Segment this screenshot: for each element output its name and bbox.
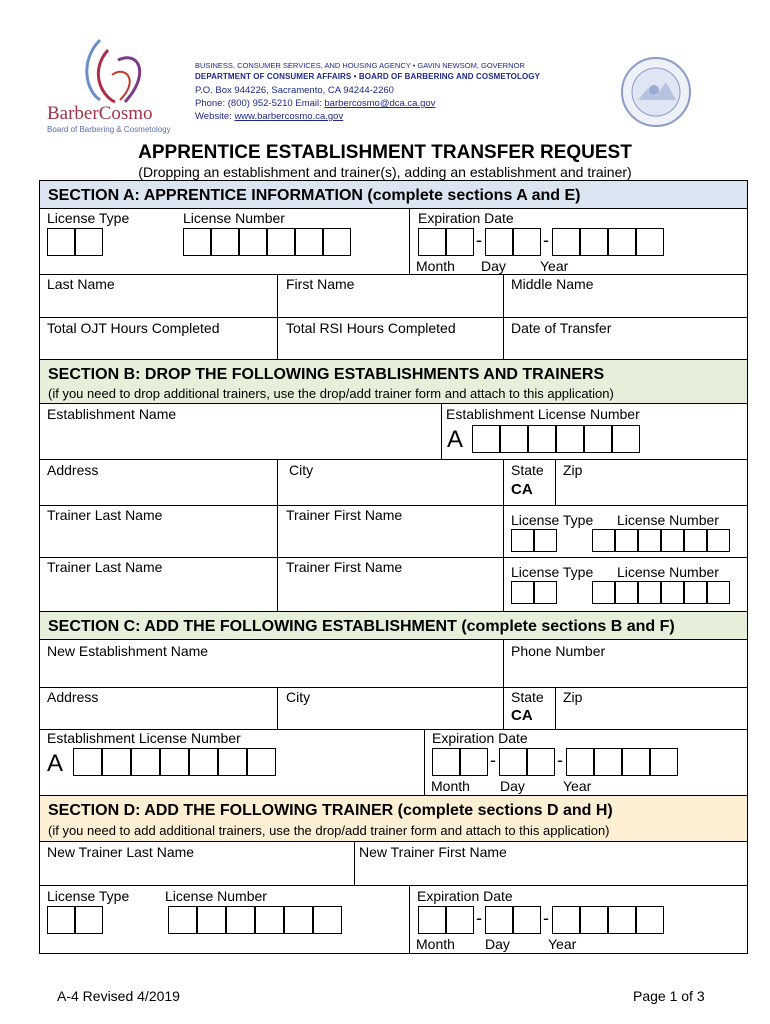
d-license-number-box[interactable] — [226, 906, 255, 934]
section-b-title: SECTION B: DROP THE FOLLOWING ESTABLISHMENTS AND TRAINERS — [48, 366, 605, 383]
c-year-box[interactable] — [594, 748, 622, 776]
a-license-number-label: License Number — [183, 210, 285, 226]
c-date-dash: - — [490, 750, 496, 770]
c-year-box[interactable] — [622, 748, 650, 776]
b-trainer-first-label-2: Trainer First Name — [286, 559, 403, 575]
b-trainer1-license-number-box[interactable] — [707, 529, 730, 552]
c-zip-label: Zip — [563, 689, 583, 705]
b-state-label: State — [511, 462, 544, 478]
c-day-box[interactable] — [527, 748, 555, 776]
b-est-license-box[interactable] — [584, 425, 612, 453]
c-est-license-box[interactable] — [102, 748, 131, 776]
d-month-label: Month — [416, 936, 455, 952]
b-trainer1-license-type-box[interactable] — [511, 529, 534, 552]
a-ojt-label: Total OJT Hours Completed — [47, 320, 220, 336]
d-license-number-box[interactable] — [255, 906, 284, 934]
b-trainer1-license-type-box[interactable] — [534, 529, 557, 552]
page-title: APPRENTICE ESTABLISHMENT TRANSFER REQUEST — [138, 142, 632, 163]
c-month-box[interactable] — [432, 748, 460, 776]
c-year-box[interactable] — [650, 748, 678, 776]
a-expiration-label: Expiration Date — [418, 210, 514, 226]
a-month-label: Month — [416, 258, 455, 274]
logo-text: BarberCosmo — [47, 103, 153, 124]
d-month-box[interactable] — [418, 906, 446, 934]
b-trainer2-license-number-box[interactable] — [638, 581, 661, 604]
section-d-title: SECTION D: ADD THE FOLLOWING TRAINER (complete sections D and H) — [48, 802, 613, 819]
c-est-license-label: Establishment License Number — [47, 730, 241, 746]
b-state-value: CA — [511, 481, 533, 498]
d-license-type-box[interactable] — [75, 906, 103, 934]
d-year-box[interactable] — [636, 906, 664, 934]
b-est-license-box[interactable] — [556, 425, 584, 453]
b-est-license-box[interactable] — [500, 425, 528, 453]
c-date-dash: - — [557, 750, 563, 770]
d-license-type-label: License Type — [47, 888, 130, 904]
a-year-box[interactable] — [636, 228, 664, 256]
b-trainer2-license-type-box[interactable] — [534, 581, 557, 604]
state-seal-icon — [620, 56, 692, 128]
d-year-box[interactable] — [552, 906, 580, 934]
c-expiration-label: Expiration Date — [432, 730, 528, 746]
d-new-first-label: New Trainer First Name — [359, 844, 507, 860]
d-day-box[interactable] — [485, 906, 513, 934]
d-license-number-box[interactable] — [197, 906, 226, 934]
b-est-license-label: Establishment License Number — [446, 406, 640, 422]
b-trainer2-license-number-box[interactable] — [707, 581, 730, 604]
b-trainer1-license-number-box[interactable] — [638, 529, 661, 552]
a-last-name-label: Last Name — [47, 276, 115, 292]
a-day-box[interactable] — [513, 228, 541, 256]
c-est-license-box[interactable] — [131, 748, 160, 776]
b-trainer-first-label-1: Trainer First Name — [286, 507, 403, 523]
d-day-label: Day — [485, 936, 510, 952]
c-est-license-box[interactable] — [247, 748, 276, 776]
c-est-license-box[interactable] — [160, 748, 189, 776]
agency-line: BUSINESS, CONSUMER SERVICES, AND HOUSING AGENCY • GAVIN NEWSOM, GOVERNOR — [195, 61, 525, 70]
b-trainer2-license-number-box[interactable] — [592, 581, 615, 604]
a-month-box[interactable] — [446, 228, 474, 256]
b-est-license-box[interactable] — [472, 425, 500, 453]
d-day-box[interactable] — [513, 906, 541, 934]
b-trainer-last-label-2: Trainer Last Name — [47, 559, 163, 575]
section-a-title: SECTION A: APPRENTICE INFORMATION (complete sections A and E) — [48, 187, 581, 204]
logo-subtext: Board of Barbering & Cosmetology — [47, 125, 171, 134]
a-day-label: Day — [481, 258, 506, 274]
b-zip-label: Zip — [563, 462, 583, 478]
d-date-dash: - — [543, 908, 549, 928]
b-license-number-label-2: License Number — [617, 564, 719, 580]
c-state-value: CA — [511, 707, 533, 724]
section-b-note: (if you need to drop additional trainers, use the drop/add trainer form and attach to this application) — [48, 386, 614, 401]
b-license-prefix: A — [447, 426, 464, 453]
c-day-box[interactable] — [499, 748, 527, 776]
c-month-box[interactable] — [460, 748, 488, 776]
b-license-type-label-1: License Type — [511, 512, 594, 528]
c-est-license-box[interactable] — [189, 748, 218, 776]
a-year-box[interactable] — [580, 228, 608, 256]
b-trainer1-license-number-box[interactable] — [592, 529, 615, 552]
b-trainer-last-label-1: Trainer Last Name — [47, 507, 163, 523]
address-line: P.O. Box 944226, Sacramento, CA 94244-2260 — [195, 85, 394, 96]
d-license-number-label: License Number — [165, 888, 267, 904]
d-license-type-box[interactable] — [47, 906, 75, 934]
c-day-label: Day — [500, 778, 525, 794]
a-license-type-box[interactable] — [75, 228, 103, 256]
b-trainer1-license-number-box[interactable] — [615, 529, 638, 552]
b-city-label: City — [289, 462, 314, 478]
b-address-label: Address — [47, 462, 99, 478]
d-month-box[interactable] — [446, 906, 474, 934]
c-address-label: Address — [47, 689, 99, 705]
c-new-est-label: New Establishment Name — [47, 643, 209, 659]
d-year-box[interactable] — [608, 906, 636, 934]
b-trainer2-license-number-box[interactable] — [615, 581, 638, 604]
d-license-number-box[interactable] — [313, 906, 342, 934]
d-license-number-box[interactable] — [168, 906, 197, 934]
d-date-dash: - — [476, 908, 482, 928]
footer-revision: A-4 Revised 4/2019 — [57, 988, 180, 1004]
b-trainer1-license-number-box[interactable] — [661, 529, 684, 552]
barbercosmo-logo-icon — [70, 30, 160, 110]
a-date-dash: - — [476, 230, 482, 250]
c-year-box[interactable] — [566, 748, 594, 776]
b-trainer1-license-number-box[interactable] — [684, 529, 707, 552]
a-license-number-box[interactable] — [323, 228, 351, 256]
b-trainer2-license-number-box[interactable] — [684, 581, 707, 604]
c-est-license-box[interactable] — [73, 748, 102, 776]
c-city-label: City — [286, 689, 311, 705]
d-year-label: Year — [548, 936, 577, 952]
a-license-type-box[interactable] — [47, 228, 75, 256]
b-est-license-box[interactable] — [528, 425, 556, 453]
d-new-last-label: New Trainer Last Name — [47, 844, 195, 860]
a-year-box[interactable] — [608, 228, 636, 256]
website-line: Website: www.barbercosmo.ca.gov — [195, 111, 344, 122]
d-license-number-box[interactable] — [284, 906, 313, 934]
a-year-label: Year — [540, 258, 569, 274]
dept-line: DEPARTMENT OF CONSUMER AFFAIRS • BOARD OF BARBERING AND COSMETOLOGY — [195, 72, 541, 81]
a-date-dash: - — [543, 230, 549, 250]
footer-page-number: Page 1 of 3 — [633, 988, 705, 1004]
c-phone-label: Phone Number — [511, 643, 606, 659]
a-license-number-box[interactable] — [211, 228, 239, 256]
b-license-type-label-2: License Type — [511, 564, 594, 580]
a-middle-name-label: Middle Name — [511, 276, 594, 292]
section-c-title: SECTION C: ADD THE FOLLOWING ESTABLISHMENT (complete sections B and F) — [48, 618, 675, 635]
b-license-number-label-1: License Number — [617, 512, 719, 528]
email-link[interactable]: barbercosmo@dca.ca.gov — [324, 98, 436, 109]
c-month-label: Month — [431, 778, 470, 794]
phone-email-line: Phone: (800) 952-5210 Email: barbercosmo@dca.ca.gov — [195, 98, 436, 109]
c-est-license-box[interactable] — [218, 748, 247, 776]
a-day-box[interactable] — [485, 228, 513, 256]
a-license-number-box[interactable] — [295, 228, 323, 256]
a-license-number-box[interactable] — [239, 228, 267, 256]
a-license-type-label: License Type — [47, 210, 130, 226]
website-link[interactable]: www.barbercosmo.ca.gov — [234, 111, 344, 122]
b-trainer2-license-number-box[interactable] — [661, 581, 684, 604]
c-license-prefix: A — [47, 750, 64, 777]
section-d-note: (if you need to add additional trainers, use the drop/add trainer form and attach to this application) — [48, 823, 610, 838]
page-subtitle: (Dropping an establishment and trainer(s), adding an establishment and trainer) — [138, 164, 632, 180]
a-license-number-box[interactable] — [183, 228, 211, 256]
a-year-box[interactable] — [552, 228, 580, 256]
c-year-label: Year — [563, 778, 592, 794]
b-trainer2-license-type-box[interactable] — [511, 581, 534, 604]
a-license-number-box[interactable] — [267, 228, 295, 256]
b-est-license-box[interactable] — [612, 425, 640, 453]
a-date-transfer-label: Date of Transfer — [511, 320, 612, 336]
a-first-name-label: First Name — [286, 276, 355, 292]
c-state-label: State — [511, 689, 544, 705]
d-year-box[interactable] — [580, 906, 608, 934]
a-rsi-label: Total RSI Hours Completed — [286, 320, 456, 336]
a-month-box[interactable] — [418, 228, 446, 256]
b-est-name-label: Establishment Name — [47, 406, 177, 422]
d-expiration-label: Expiration Date — [417, 888, 513, 904]
